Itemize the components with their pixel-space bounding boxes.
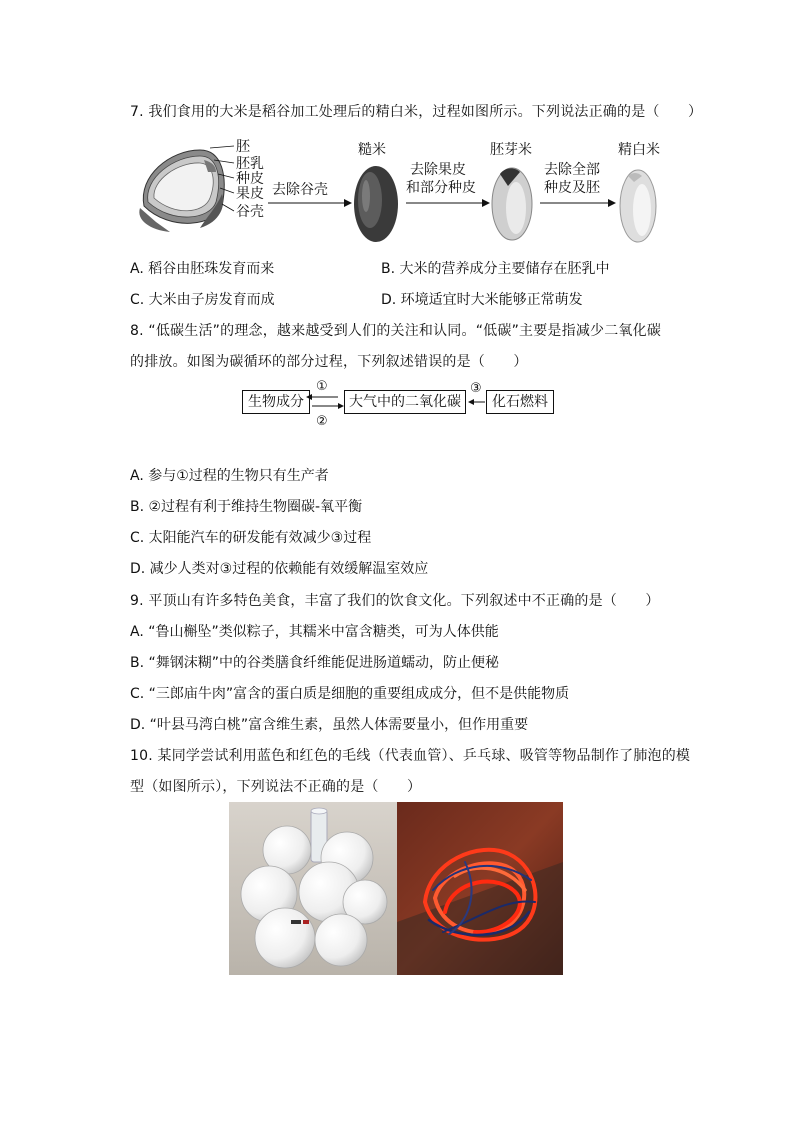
label-endosperm: 胚乳 — [236, 156, 264, 172]
q9-option-a[interactable]: A. “鲁山槲坠”类似粽子，其糯米中富含糖类，可为人体供能 — [130, 624, 499, 640]
alveolus-model-illustration — [229, 802, 563, 975]
rice-grain-section-icon — [139, 150, 224, 232]
carbon-cycle-diagram — [240, 377, 560, 429]
step2-label-line2: 和部分种皮 — [406, 180, 476, 196]
q8-stem-line1: 8. “低碳生活”的理念，越来越受到人们的关注和认同。“低碳”主要是指减少二氧化碳 — [130, 323, 662, 339]
cycle-arrows — [240, 377, 560, 429]
brown-rice-icon — [354, 166, 398, 242]
q7-option-d[interactable]: D. 环境适宜时大米能够正常萌发 — [381, 292, 583, 308]
alveolus-model-photo — [229, 802, 563, 975]
q9-stem: 9. 平顶山有许多特色美食，丰富了我们的饮食文化。下列叙述中不正确的是（ ） — [130, 593, 660, 609]
rice-processing-diagram — [130, 136, 670, 248]
q8-option-b[interactable]: B. ②过程有利于维持生物圈碳-氧平衡 — [130, 499, 363, 515]
q7-stem: 7. 我们食用的大米是稻谷加工处理后的精白米，过程如图所示。下列说法正确的是（ ） — [130, 104, 703, 120]
stage3-label: 精白米 — [618, 142, 660, 158]
germ-rice-icon — [492, 168, 532, 240]
q7-option-c[interactable]: C. 大米由子房发育而成 — [130, 292, 275, 308]
q10-stem-line1: 10. 某同学尝试利用蓝色和红色的毛线（代表血管）、乒乓球、吸管等物品制作了肺泡的模 — [130, 748, 691, 764]
stage2-label: 胚芽米 — [490, 142, 532, 158]
box-biotic-components: 生物成分 — [242, 390, 310, 414]
q8-option-a[interactable]: A. 参与①过程的生物只有生产者 — [130, 468, 329, 484]
process-2-marker: ② — [316, 414, 328, 429]
q7-option-b[interactable]: B. 大米的营养成分主要储存在胚乳中 — [381, 261, 610, 277]
q9-option-d[interactable]: D. “叶县马湾白桃”富含维生素，虽然人体需要量小，但作用重要 — [130, 717, 529, 733]
stage1-label: 糙米 — [358, 142, 386, 158]
label-pericarp: 果皮 — [236, 186, 264, 202]
q7-option-a[interactable]: A. 稻谷由胚珠发育而来 — [130, 261, 275, 277]
polished-rice-icon — [620, 170, 656, 242]
process-1-marker: ① — [316, 379, 328, 394]
q8-stem-line2: 的排放。如图为碳循环的部分过程，下列叙述错误的是（ ） — [130, 354, 528, 370]
box-fossil-fuels: 化石燃料 — [486, 390, 554, 414]
step3-label-line1: 去除全部 — [544, 162, 600, 178]
label-embryo: 胚 — [236, 139, 250, 155]
label-seed-coat: 种皮 — [236, 171, 264, 187]
q9-option-c[interactable]: C. “三郎庙牛肉”富含的蛋白质是细胞的重要组成成分，但不是供能物质 — [130, 686, 570, 702]
q10-stem-line2: 型（如图所示），下列说法不正确的是（ ） — [130, 779, 422, 795]
q7-figure — [130, 136, 670, 248]
q8-option-d[interactable]: D. 减少人类对③过程的依赖能有效缓解温室效应 — [130, 561, 429, 577]
step3-label-line2: 种皮及胚 — [544, 180, 600, 196]
box-atmospheric-co2: 大气中的二氧化碳 — [344, 390, 466, 414]
step1-label: 去除谷壳 — [272, 182, 328, 198]
q9-option-b[interactable]: B. “舞钢沫糊”中的谷类膳食纤维能促进肠道蠕动，防止便秘 — [130, 655, 500, 671]
label-husk: 谷壳 — [236, 204, 264, 220]
step2-label-line1: 去除果皮 — [410, 162, 466, 178]
q8-option-c[interactable]: C. 太阳能汽车的研发能有效减少③过程 — [130, 530, 372, 546]
process-3-marker: ③ — [470, 381, 482, 396]
